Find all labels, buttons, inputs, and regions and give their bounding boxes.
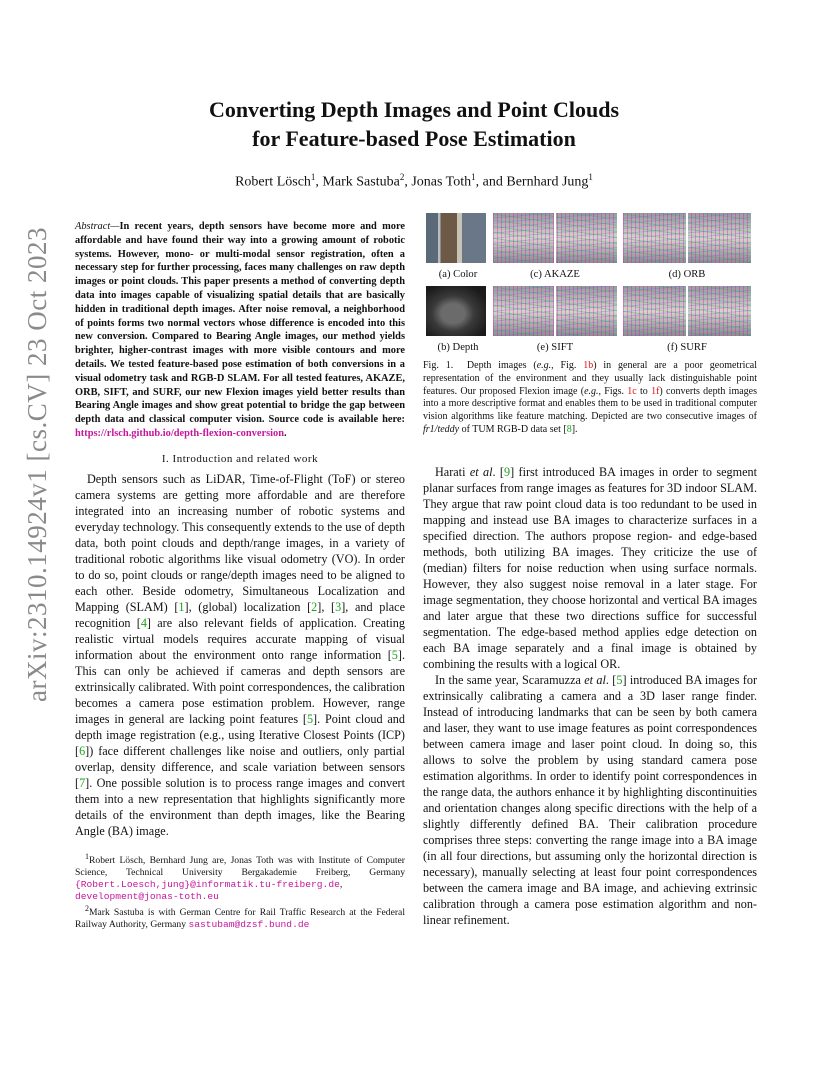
italic-text: e.g. (536, 360, 552, 371)
italic-text: fr1/teddy (423, 423, 460, 435)
left-column (75, 220, 405, 931)
email-link[interactable]: development@jonas-toth.eu (75, 890, 219, 902)
label-surf: (f) SURF (667, 342, 707, 353)
image-depth (426, 286, 486, 336)
footnote-1: $^1$Robert Lösch, Bernhard Jung are, Jonas Toth was with Institute of Computer Science, Technical University Bergakademie Freiberg, Germany {Robert.Loesch,jung}@informatik.tu-freiberg.de, development@jonas-toth.eu (75, 851, 405, 902)
image-orb (623, 213, 751, 263)
label-sift: (e) SIFT (536, 342, 574, 353)
footnotes (75, 851, 405, 931)
italic-text: e.g. (584, 385, 599, 397)
citation-link[interactable]: 7 (79, 775, 86, 790)
figure-ref-link[interactable]: 1c (627, 385, 637, 397)
author-affiliation-mark: 2 (399, 172, 405, 182)
related-work-paragraphs (423, 464, 757, 928)
citation-link[interactable]: 9 (504, 465, 511, 479)
citation-link[interactable]: 1 (178, 599, 185, 614)
paragraph-text: Depth sensors such as LiDAR, Time-of-Flight (ToF) or stereo camera systems are getting more affordable and are therefore integrated into an increasing number of robotic systems and everyday technology. This consequently extends to the use of depth data, both point clouds and depth/range images, in a variety of traditional robotic algorithms like visual odometry (VO). In order to do so, point clouds or range/depth images need to be aligned to each other. Beside odometry, Simultaneous Localization and Mapping (SLAM) [1], (global) localization [2], [3], and place recognition [4] are also relevant fields of application. Creating realistic virtual models requires accurate mapping of visual information about the environment onto range information [5]. This can only be achieved if cameras and depth sensors are extrinsically calibrated. With point correspondences, the calibration becomes a camera pose estimation problem. However, range images in general are lacking point features [5]. Point cloud and depth image registration (e.g., using Iterative Closest Points (ICP) [6]) face different challenges like noise and outliers, only partial overlap, density difference, and scale variation between sensors [7]. One possible solution is to process range images and convert them into a new representation that highlights significantly more details of the environment than depth images, like the Bearing Angle (BA) image. (75, 471, 406, 838)
right-column (423, 210, 757, 928)
email-link[interactable]: sastubam@dzsf.bund.de (188, 919, 310, 931)
abstract-lead: Abstract— (75, 221, 120, 232)
figure-ref-link[interactable]: 1b (583, 360, 594, 371)
author-affiliation-mark: 1 (310, 172, 316, 182)
author-affiliation-mark: 1 (471, 172, 476, 182)
paragraph-text: In the same year, Scaramuzza et al. [5] introduced BA images for extrinsically calibrating a camera and a 3D laser range finder. Instead of introducing landmarks that can be seen by both camera and laser, they want to use image features as point correspondences between camera image and laser point cloud. In doing so, this allows to solve the problem by using standard camera pose estimation algorithms. In order to identify point correspondences in the range data, the authors enhance it by highlighting discontinuities and orientation changes along specific directions with the help of a slightly differently defined BA. Their calibration procedure comprises three steps: converting the range image into a BA image (in all four directions, but assuming only the horizontal direction is necessary), manually selecting at least four point correspondences between the camera image and BA image, and achieving extrinsic calibration through a camera pose estimation algorithm and non-linear refinement. (423, 673, 758, 927)
figure-ref-link[interactable]: 1f (651, 385, 660, 397)
citation-link[interactable]: 5 (616, 673, 623, 687)
figure-1 (423, 210, 757, 438)
citation-link[interactable]: 5 (391, 647, 398, 662)
author-name: Bernhard Jung (506, 174, 589, 190)
arxiv-identifier: arXiv:2310.14924v1 [cs.CV] 23 Oct 2023 (22, 227, 52, 702)
italic-text: et al (469, 465, 493, 479)
citation-link[interactable]: 3 (335, 599, 342, 614)
caption-text: Depth images (e.g., Fig. 1b) in general are a poor geometrical representation of the environment and they usually lack distinguishable point features. Our proposed Flexion image (e.g., Figs. 1c to 1f) converts depth images into a more descriptive format and enables them to be used in traditional computer vision algorithms like feature matching. Depicted are two consecutive images of fr1/teddy of TUM RGB-D data set [8]. (423, 360, 758, 435)
citation-link[interactable]: 2 (311, 599, 318, 614)
section-heading: I. Introduction and related work (161, 452, 319, 465)
image-akaze (493, 213, 617, 263)
italic-text: et al (584, 673, 606, 687)
abstract-text: In recent years, depth sensors have become more and more affordable and have found their way into a growing amount of robotic systems. However, mono- or multi-modal sensor registration, often a necessary step for further processing, faces many challenges on raw depth images or point clouds. This paper presents a method of converting depth data into images capable of visualizing spatial details that are basically hidden in traditional depth images. After noise removal, a neighborhood of points forms two normal vectors whose difference is encoded into this new conversion. Compared to Bearing Angle images, our method yields brighter, higher-contrast images with more visible contours and more details. We tested feature-based pose estimation of both conversions in a visual odometry task and RGB-D SLAM. For all tested features, AKAZE, ORB, SIFT, and SURF, our new Flexion images yield better results than Bearing Angle images and show great potential to bridge the gap between depth data and classical computer vision. Source code is available here: (75, 221, 405, 426)
paper-title (130, 95, 698, 153)
citation-link[interactable]: 8 (566, 423, 572, 435)
intro-paragraph (75, 471, 405, 839)
label-orb: (d) ORB (668, 269, 706, 280)
paragraph-text: Harati et al. [9] first introduced BA images in order to segment planar surfaces from range images as features for 3D indoor SLAM. They argue that raw point cloud data is too redundant to be used in mapping and instead use BA images to characterize surfaces in a specified direction. The authors propose region- and edge-based methods, both utilizing BA images. They criticize the use of (median) filters for noise reduction when using surface normals. However, they also suggest noise removal in a later stage. For image segmentation, they choose horizontal and vertical BA images and later argue that these two directions suffice for successful segmentation. The edge-based method applies edge detection on each BA image separately and a final image is obtained by combining the results with a logical OR. (423, 465, 758, 671)
author-name: Jonas Toth (411, 174, 472, 190)
email-link[interactable]: {Robert.Loesch,jung}@informatik.tu-freiberg.de (75, 878, 340, 890)
figure-caption: Fig. 1. Depth images (e.g., Fig. 1b) in general are a poor geometrical representation of the environment and they usually lack distinguishable point features. Our proposed Flexion image (e.g., Figs. 1c to 1f) converts depth images into a more descriptive format and enables them to be used in traditional computer vision algorithms like feature matching. Depicted are two consecutive images of fr1/teddy of TUM RGB-D data set [8]. (423, 360, 758, 435)
author-name: Robert Lösch (235, 174, 311, 190)
citation-link[interactable]: 6 (79, 743, 86, 758)
label-depth: (b) Depth (437, 342, 479, 353)
author-list: Robert Lösch$^1$, Mark Sastuba$^2$, Jonas Toth$^1$, and Bernhard Jung$^1$ (235, 172, 593, 190)
title-line-1: Converting Depth Images and Point Clouds (208, 97, 620, 122)
image-color (426, 213, 486, 263)
label-akaze: (c) AKAZE (530, 269, 580, 280)
citation-link[interactable]: 4 (140, 615, 147, 630)
citation-link[interactable]: 5 (306, 711, 314, 726)
abstract: Abstract—In recent years, depth sensors have become more and more affordable and have found their way into a growing amount of robotic systems. However, mono- or multi-modal sensor registration, often a necessary step for further processing, faces many challenges on raw depth images or point clouds. This paper presents a method of converting depth data into images capable of visualizing spatial details that are basically hidden in traditional depth images. After noise removal, a neighborhood of points forms two normal vectors whose difference is encoded into this new conversion. Compared to Bearing Angle images, our method yields brighter, higher-contrast images with more visible contours and more details. We tested feature-based pose estimation of both conversions in a visual odometry task and RGB-D SLAM. For all tested features, AKAZE, ORB, SIFT, and SURF, our new Flexion images yield better results than Bearing Angle images and show great potential to bridge the gap between depth data and classical computer vision. Source code is available here: https://rlsch.github.io/depth-flexion-conversion. (75, 221, 405, 439)
label-color: (a) Color (438, 269, 478, 280)
source-code-link[interactable]: https://rlsch.github.io/depth-flexion-conversion (75, 427, 284, 439)
author-affiliation-mark: 1 (588, 172, 593, 182)
title-line-2: for Feature-based Pose Estimation (252, 126, 576, 151)
author-name: Mark Sastuba (322, 174, 400, 190)
image-sift (493, 286, 617, 336)
image-surf (623, 286, 751, 336)
footnote-2: $^2$Mark Sastuba is with German Centre for Rail Traffic Research at the Federal Railway Authority, Germany sastubam@dzsf.bund.de (75, 903, 405, 931)
